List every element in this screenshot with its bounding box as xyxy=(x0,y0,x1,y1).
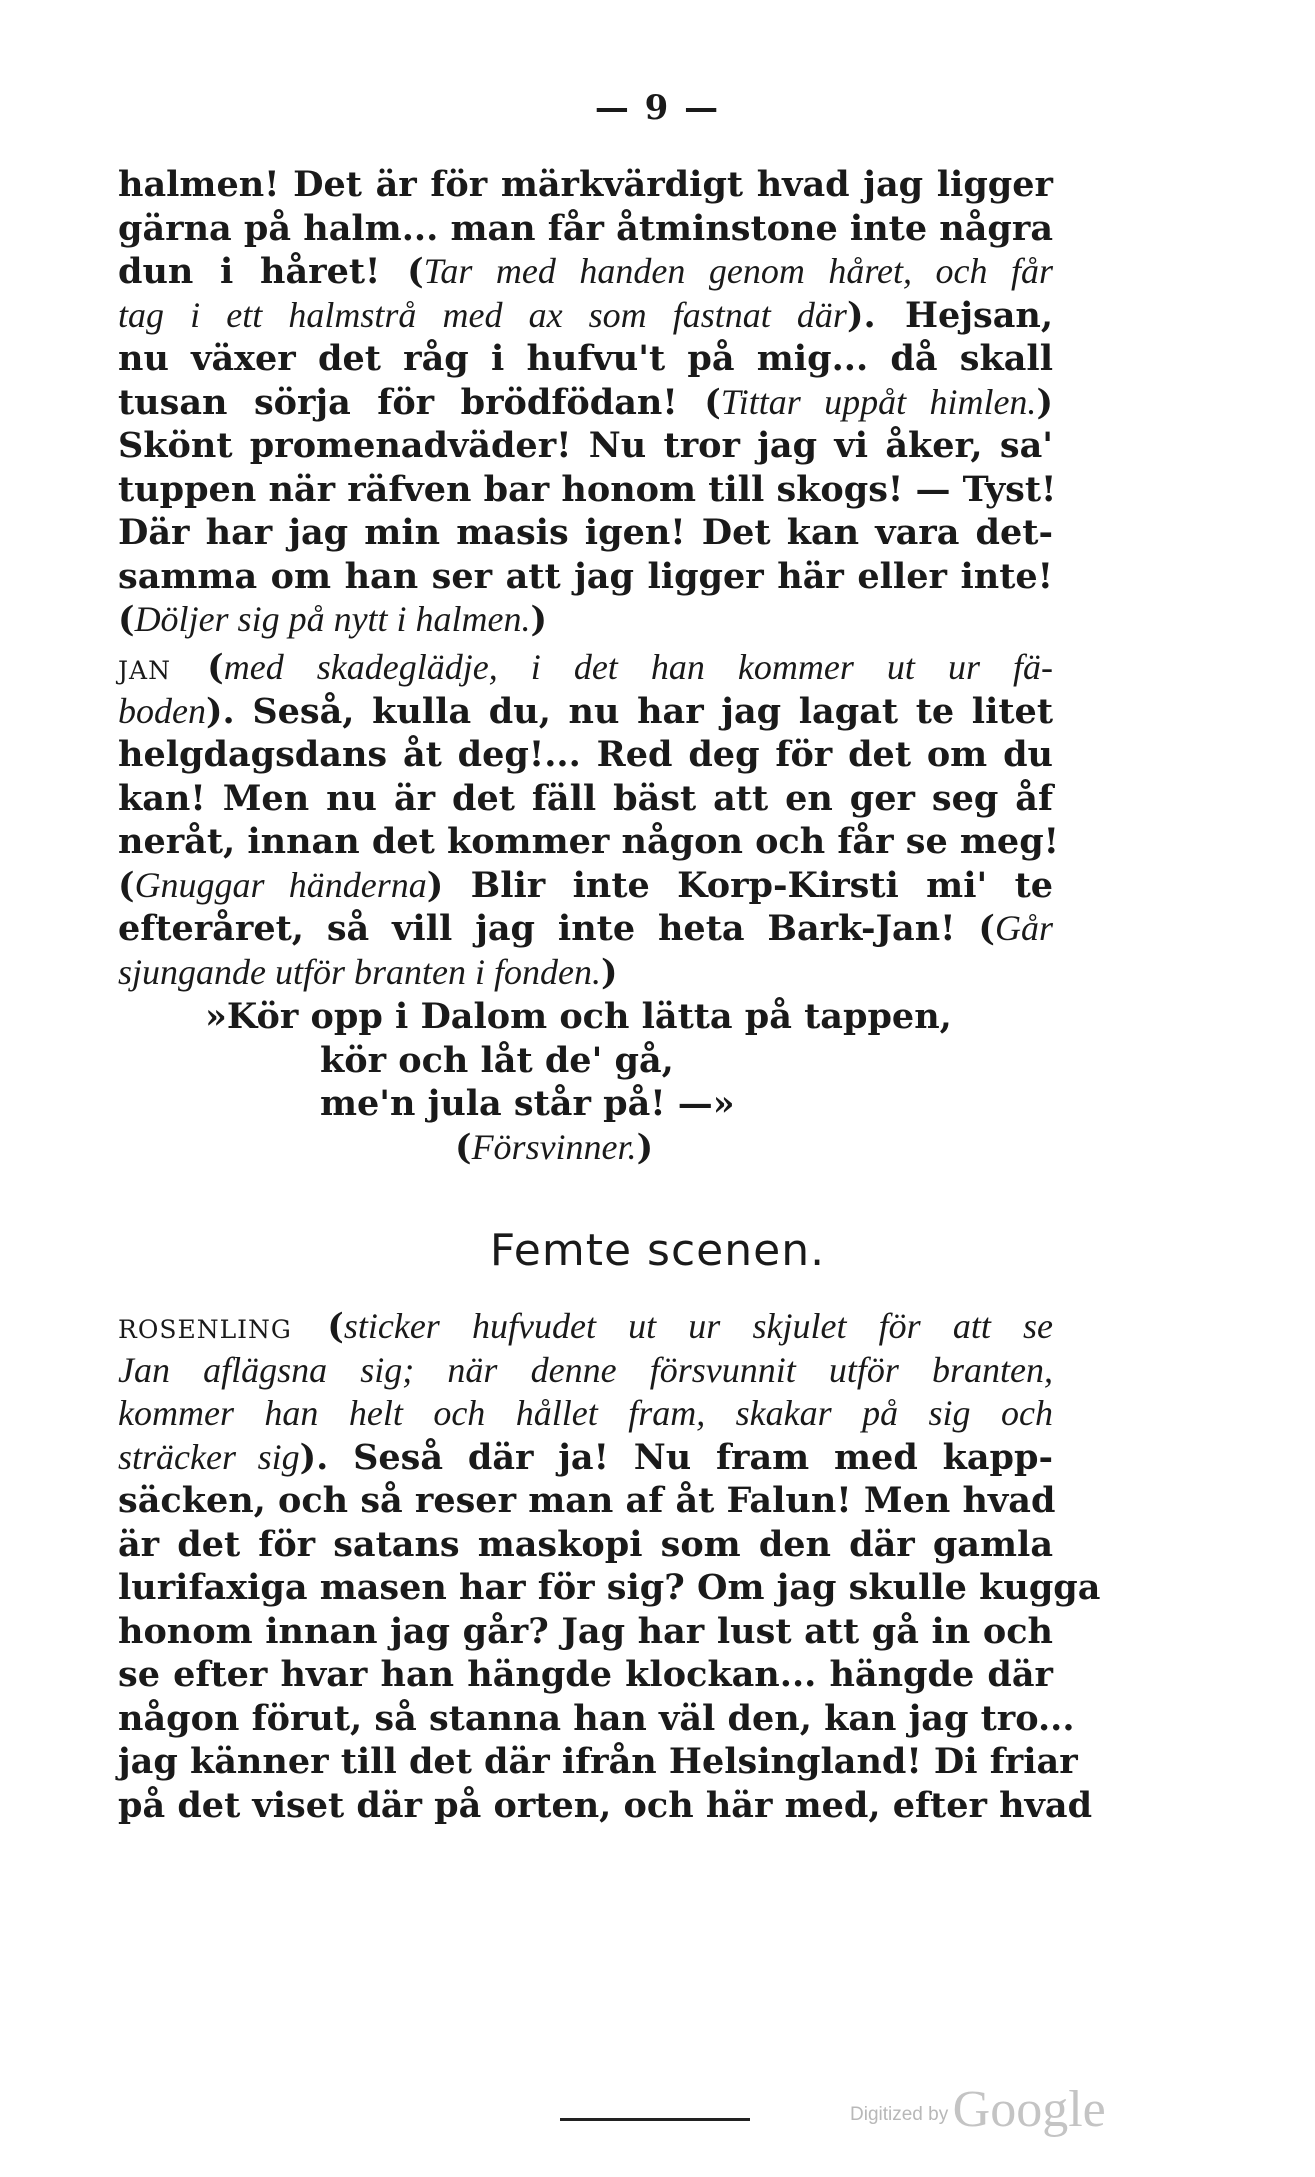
text-run: honom innan jag går? Jag har lust att gå in och xyxy=(118,1610,1053,1652)
stage-direction-exit xyxy=(205,1126,1005,1170)
footer-rule xyxy=(560,2118,750,2121)
text-run: ) Blir inte Korp-Kirsti mi' te xyxy=(426,864,1054,906)
text-run: Skönt promenadväder! Nu tror jag vi åker, sa' xyxy=(118,425,1053,466)
text-line xyxy=(118,1784,1093,1828)
text-run: ) xyxy=(1036,381,1053,423)
text-line xyxy=(118,555,1053,599)
paragraph-monologue xyxy=(118,163,1057,642)
song-verse xyxy=(205,995,1005,1169)
stage-direction-italic: sjungande utför branten i fonden. xyxy=(118,951,601,992)
text-run: ). Hejsan, xyxy=(846,294,1053,336)
text-line xyxy=(118,1436,1053,1480)
text-line xyxy=(118,907,1053,951)
exit-direction: Försvinner. xyxy=(471,1126,637,1167)
text-line xyxy=(118,468,1057,512)
text-run: ). Seså, kulla du, nu har jag lagat te litet xyxy=(205,690,1053,732)
text-run: gärna på halm... man får åtminstone inte några xyxy=(118,207,1053,249)
exit-open-paren: ( xyxy=(455,1126,472,1168)
stage-direction-italic: Tittar uppåt himlen. xyxy=(720,381,1037,422)
text-run: tusan sörja för brödfödan! ( xyxy=(118,381,721,423)
stage-direction-italic: Går xyxy=(994,908,1053,948)
stage-direction-italic: tag i ett halmstrå med ax som fastnat där xyxy=(118,294,847,335)
stage-direction-italic: Döljer sig på nytt i halmen. xyxy=(134,599,531,639)
text-line xyxy=(118,777,1053,821)
text-run: ) xyxy=(530,599,548,640)
text-run: nu växer det råg i hufvu't på mig... då skall xyxy=(118,338,1053,379)
text-line xyxy=(118,381,1053,425)
digitized-watermark xyxy=(850,2080,1106,2139)
text-run: dun i håret! ( xyxy=(118,251,424,292)
speaker-name: rosenling xyxy=(118,1307,292,1347)
verse-line: kör och låt de' gå, xyxy=(320,1039,674,1081)
text-run: säcken, och så reser man af åt Falun! Men hvad xyxy=(118,1480,1056,1521)
text-run: är det för satans maskopi som den där gamla xyxy=(118,1523,1053,1565)
text-line xyxy=(118,1740,1078,1784)
text-line xyxy=(118,511,1053,555)
text-line xyxy=(118,250,1053,294)
stage-direction-italic: Jan aflägsna sig; när denne försvunnit utför branten, xyxy=(118,1349,1053,1390)
text-line xyxy=(118,733,1053,777)
text-run: samma om han ser att jag ligger här eller inte! xyxy=(118,555,1053,597)
text-run: någon förut, så stanna han väl den, kan jag tro... xyxy=(118,1697,1075,1739)
text-line xyxy=(118,294,1053,338)
stage-direction-italic: boden xyxy=(118,690,206,731)
google-logo: Google xyxy=(952,2081,1106,2138)
verse-line: me'n jula står på! —» xyxy=(320,1083,735,1124)
text-line xyxy=(118,1392,1053,1436)
text-line xyxy=(118,207,1053,251)
stage-direction-italic: Gnuggar händerna xyxy=(134,864,427,905)
stage-direction-italic: Tar med handen genom håret, och får xyxy=(423,251,1053,291)
text-run: ( xyxy=(118,599,135,640)
text-run: se efter hvar han hängde klockan... hängde där xyxy=(118,1654,1053,1695)
text-run: efteråret, så vill jag inte heta Bark-Jan! ( xyxy=(118,908,995,949)
text-line xyxy=(118,1479,1056,1523)
paragraph-rosenling xyxy=(118,1305,1101,1827)
text-line xyxy=(118,864,1053,908)
text-line xyxy=(118,1566,1101,1610)
stage-direction-italic: sticker hufvudet ut ur skjulet för att se xyxy=(343,1306,1053,1346)
text-line xyxy=(118,163,1053,207)
stage-direction-italic: sträcker sig xyxy=(118,1436,300,1477)
page-number: — 9 — xyxy=(594,88,721,128)
scene-heading: Femte scenen. xyxy=(489,1225,826,1276)
text-line xyxy=(118,951,1053,995)
watermark-prefix: Digitized by xyxy=(850,2104,949,2125)
text-run: tuppen när räfven bar honom till skogs! — Tyst! xyxy=(118,468,1057,510)
text-run: ) xyxy=(600,951,618,993)
text-run: lurifaxiga masen har för sig? Om jag skulle kugga xyxy=(118,1567,1101,1608)
text-run: ( xyxy=(118,864,135,906)
speaker-name: jan xyxy=(118,648,171,688)
text-line xyxy=(118,1610,1053,1654)
text-line xyxy=(118,598,1053,642)
exit-close-paren: ) xyxy=(636,1126,654,1168)
text-run: på det viset där på orten, och här med, efter hvad xyxy=(118,1784,1093,1826)
text-run: kan! Men nu är det fäll bäst att en ger seg åf xyxy=(118,777,1053,819)
text-line xyxy=(118,337,1053,381)
text-run: helgdagsdans åt deg!... Red deg för det om du xyxy=(118,734,1053,775)
text-run: ). Seså där ja! Nu fram med kapp- xyxy=(299,1436,1053,1478)
text-run: jag känner till det där ifrån Helsingland! Di friar xyxy=(118,1741,1078,1782)
stage-direction-italic: med skadeglädje, i det han kommer ut ur fä- xyxy=(223,647,1053,687)
text-run: Där har jag min masis igen! Det kan vara det- xyxy=(118,512,1053,553)
text-run: ( xyxy=(291,1306,344,1347)
text-line xyxy=(118,690,1053,734)
text-run: halmen! Det är för märkvärdigt hvad jag ligger xyxy=(118,164,1053,205)
text-run: neråt, innan det kommer någon och får se meg! xyxy=(118,821,1060,862)
text-line xyxy=(118,1697,1075,1741)
text-line xyxy=(118,646,1053,690)
text-line xyxy=(118,424,1053,468)
paragraph-jan xyxy=(118,646,1060,994)
text-line xyxy=(118,820,1060,864)
text-line xyxy=(118,1653,1053,1697)
text-line xyxy=(118,1523,1053,1567)
verse-line: »Kör opp i Dalom och lätta på tappen, xyxy=(205,996,952,1037)
text-run: ( xyxy=(170,647,224,688)
text-line xyxy=(118,1349,1053,1393)
stage-direction-italic: kommer han helt och hållet fram, skakar på sig och xyxy=(118,1393,1053,1433)
text-line xyxy=(118,1305,1053,1349)
